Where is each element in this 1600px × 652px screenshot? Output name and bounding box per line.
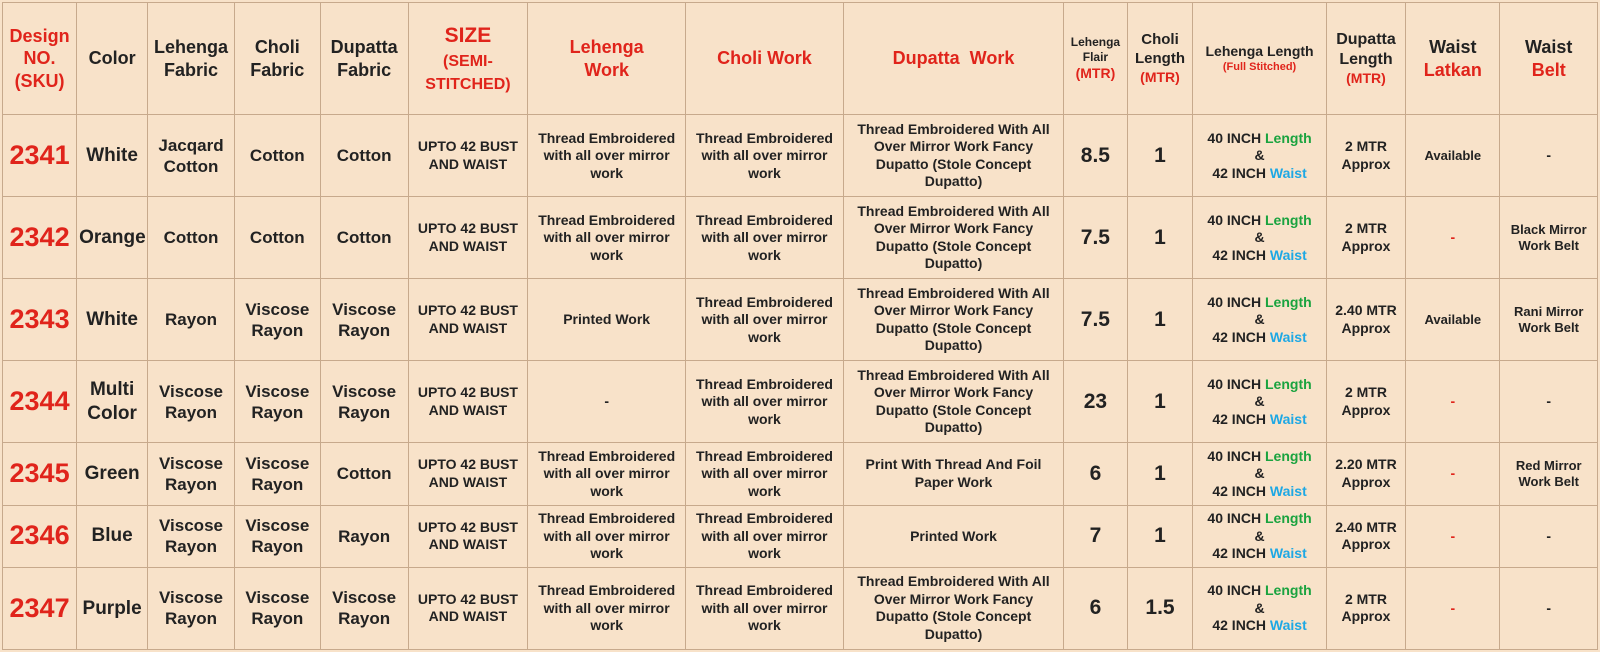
choli-work-cell: Thread Embroidered with all over mirror work bbox=[686, 443, 844, 505]
dupatta-length-cell: 2 MTR Approx bbox=[1326, 115, 1405, 197]
color-cell: Multi Color bbox=[77, 361, 148, 443]
lehenga-length-cell bbox=[1193, 443, 1326, 505]
sku-cell: 2346 bbox=[3, 505, 77, 567]
choli-length-cell: 1.5 bbox=[1127, 567, 1193, 649]
lehenga-fabric-cell: Jacqard Cotton bbox=[148, 115, 235, 197]
lehenga-flair-cell: 6 bbox=[1064, 567, 1128, 649]
choli-length-cell: 1 bbox=[1127, 443, 1193, 505]
lehenga-length-cell bbox=[1193, 197, 1326, 279]
size-cell: UPTO 42 BUST AND WAIST bbox=[408, 115, 528, 197]
size-cell: UPTO 42 BUST AND WAIST bbox=[408, 197, 528, 279]
lehenga-flair-cell: 7 bbox=[1064, 505, 1128, 567]
sku-cell: 2347 bbox=[3, 567, 77, 649]
waist-belt-cell: - bbox=[1500, 361, 1598, 443]
table-row bbox=[3, 115, 1598, 197]
waist-value: 42 INCH bbox=[1212, 246, 1267, 263]
choli-length-cell: 1 bbox=[1127, 115, 1193, 197]
dupatta-fabric-cell: Cotton bbox=[320, 197, 408, 279]
choli-fabric-cell: Viscose Rayon bbox=[234, 567, 320, 649]
waist-label: Waist bbox=[1269, 617, 1307, 634]
lehenga-length-cell bbox=[1193, 115, 1326, 197]
dupatta-work-cell: Printed Work bbox=[843, 505, 1063, 567]
waist-belt-header: Waist Belt bbox=[1500, 3, 1598, 115]
choli-work-cell: Thread Embroidered with all over mirror work bbox=[686, 361, 844, 443]
waist-latkan-cell: - bbox=[1406, 361, 1500, 443]
color-cell: Blue bbox=[77, 505, 148, 567]
lehenga-length-cell bbox=[1193, 361, 1326, 443]
choli-fabric-cell: Cotton bbox=[234, 197, 320, 279]
waist-belt-cell: Red Mirror Work Belt bbox=[1500, 443, 1598, 505]
lehenga-work-cell: Thread Embroidered with all over mirror work bbox=[528, 197, 686, 279]
lehenga-length-cell bbox=[1193, 567, 1326, 649]
lehenga-work-cell: - bbox=[528, 361, 686, 443]
dupatta-length-cell: 2 MTR Approx bbox=[1326, 567, 1405, 649]
color-cell: White bbox=[77, 115, 148, 197]
amp: & bbox=[1254, 599, 1265, 616]
dupatta-work-cell: Thread Embroidered With All Over Mirror Work Fancy Dupatto (Stole Concept Dupatto) bbox=[843, 197, 1063, 279]
color-cell: Orange bbox=[77, 197, 148, 279]
waist-label: Waist bbox=[1269, 164, 1307, 181]
lehenga-flair-cell: 7.5 bbox=[1064, 197, 1128, 279]
lehenga-flair-header: Lehenga Flair (MTR) bbox=[1064, 3, 1128, 115]
lehenga-work-cell: Thread Embroidered with all over mirror work bbox=[528, 567, 686, 649]
waist-latkan-cell: - bbox=[1406, 443, 1500, 505]
waist-value: 42 INCH bbox=[1212, 545, 1267, 562]
length-label: Length bbox=[1265, 447, 1312, 464]
amp: & bbox=[1254, 465, 1265, 482]
size-cell: UPTO 42 BUST AND WAIST bbox=[408, 505, 528, 567]
dupatta-fabric-cell: Viscose Rayon bbox=[320, 567, 408, 649]
amp: & bbox=[1254, 527, 1265, 544]
length-label: Length bbox=[1265, 129, 1312, 146]
choli-work-cell: Thread Embroidered with all over mirror work bbox=[686, 115, 844, 197]
amp: & bbox=[1254, 229, 1265, 246]
waist-label: Waist bbox=[1269, 545, 1307, 562]
length-label: Length bbox=[1265, 293, 1312, 310]
dupatta-length-cell: 2.40 MTR Approx bbox=[1326, 505, 1405, 567]
dupatta-work-cell: Print With Thread And Foil Paper Work bbox=[843, 443, 1063, 505]
lehenga-length-cell bbox=[1193, 505, 1326, 567]
choli-fabric-cell: Viscose Rayon bbox=[234, 505, 320, 567]
lehenga-length-cell bbox=[1193, 279, 1326, 361]
length-value: 40 INCH bbox=[1207, 211, 1262, 228]
lehenga-fabric-header: Lehenga Fabric bbox=[148, 3, 235, 115]
table-row bbox=[3, 567, 1598, 649]
length-value: 40 INCH bbox=[1207, 510, 1262, 527]
amp: & bbox=[1254, 393, 1265, 410]
dupatta-length-header: Dupatta Length (MTR) bbox=[1326, 3, 1405, 115]
choli-fabric-header: Choli Fabric bbox=[234, 3, 320, 115]
waist-belt-cell: Rani Mirror Work Belt bbox=[1500, 279, 1598, 361]
choli-work-cell: Thread Embroidered with all over mirror work bbox=[686, 197, 844, 279]
lehenga-work-cell: Thread Embroidered with all over mirror work bbox=[528, 115, 686, 197]
waist-label: Waist bbox=[1269, 410, 1307, 427]
choli-length-cell: 1 bbox=[1127, 279, 1193, 361]
lehenga-flair-cell: 7.5 bbox=[1064, 279, 1128, 361]
dupatta-fabric-cell: Cotton bbox=[320, 443, 408, 505]
dupatta-work-cell: Thread Embroidered With All Over Mirror Work Fancy Dupatto (Stole Concept Dupatto) bbox=[843, 361, 1063, 443]
length-value: 40 INCH bbox=[1207, 129, 1262, 146]
table-row bbox=[3, 505, 1598, 567]
lehenga-work-header: Lehenga Work bbox=[528, 3, 686, 115]
lehenga-fabric-cell: Rayon bbox=[148, 279, 235, 361]
lehenga-fabric-cell: Viscose Rayon bbox=[148, 361, 235, 443]
lehenga-work-cell: Printed Work bbox=[528, 279, 686, 361]
waist-belt-cell: - bbox=[1500, 505, 1598, 567]
size-cell: UPTO 42 BUST AND WAIST bbox=[408, 361, 528, 443]
choli-fabric-cell: Viscose Rayon bbox=[234, 443, 320, 505]
choli-length-cell: 1 bbox=[1127, 505, 1193, 567]
waist-belt-cell: - bbox=[1500, 567, 1598, 649]
dupatta-fabric-cell: Rayon bbox=[320, 505, 408, 567]
color-header: Color bbox=[77, 3, 148, 115]
waist-belt-cell: Black Mirror Work Belt bbox=[1500, 197, 1598, 279]
lehenga-work-cell: Thread Embroidered with all over mirror work bbox=[528, 505, 686, 567]
waist-latkan-cell: Available bbox=[1406, 279, 1500, 361]
choli-work-header: Choli Work bbox=[686, 3, 844, 115]
lehenga-fabric-cell: Viscose Rayon bbox=[148, 505, 235, 567]
waist-value: 42 INCH bbox=[1212, 164, 1267, 181]
choli-length-header: Choli Length (MTR) bbox=[1127, 3, 1193, 115]
sku-cell: 2343 bbox=[3, 279, 77, 361]
lehenga-flair-cell: 6 bbox=[1064, 443, 1128, 505]
color-cell: Green bbox=[77, 443, 148, 505]
dupatta-length-cell: 2 MTR Approx bbox=[1326, 361, 1405, 443]
table-row bbox=[3, 443, 1598, 505]
choli-work-cell: Thread Embroidered with all over mirror work bbox=[686, 505, 844, 567]
length-value: 40 INCH bbox=[1207, 293, 1262, 310]
waist-latkan-cell: - bbox=[1406, 567, 1500, 649]
waist-latkan-header: Waist Latkan bbox=[1406, 3, 1500, 115]
waist-label: Waist bbox=[1269, 482, 1307, 499]
lehenga-fabric-cell: Viscose Rayon bbox=[148, 443, 235, 505]
lehenga-flair-cell: 8.5 bbox=[1064, 115, 1128, 197]
sku-cell: 2345 bbox=[3, 443, 77, 505]
dupatta-fabric-cell: Viscose Rayon bbox=[320, 361, 408, 443]
dupatta-work-cell: Thread Embroidered With All Over Mirror Work Fancy Dupatto (Stole Concept Dupatto) bbox=[843, 279, 1063, 361]
product-spec-table bbox=[2, 2, 1598, 650]
table-row bbox=[3, 361, 1598, 443]
dupatta-fabric-cell: Viscose Rayon bbox=[320, 279, 408, 361]
waist-label: Waist bbox=[1269, 246, 1307, 263]
lehenga-fabric-cell: Viscose Rayon bbox=[148, 567, 235, 649]
sku-cell: 2341 bbox=[3, 115, 77, 197]
dupatta-work-cell: Thread Embroidered With All Over Mirror Work Fancy Dupatto (Stole Concept Dupatto) bbox=[843, 567, 1063, 649]
dupatta-work-header: Dupatta Work bbox=[843, 3, 1063, 115]
length-label: Length bbox=[1265, 375, 1312, 392]
length-value: 40 INCH bbox=[1207, 375, 1262, 392]
waist-value: 42 INCH bbox=[1212, 328, 1267, 345]
sku-cell: 2342 bbox=[3, 197, 77, 279]
waist-latkan-cell: - bbox=[1406, 505, 1500, 567]
lehenga-flair-cell: 23 bbox=[1064, 361, 1128, 443]
choli-fabric-cell: Viscose Rayon bbox=[234, 279, 320, 361]
waist-latkan-cell: Available bbox=[1406, 115, 1500, 197]
choli-fabric-cell: Viscose Rayon bbox=[234, 361, 320, 443]
choli-length-cell: 1 bbox=[1127, 197, 1193, 279]
sku-cell: 2344 bbox=[3, 361, 77, 443]
waist-value: 42 INCH bbox=[1212, 617, 1267, 634]
choli-length-cell: 1 bbox=[1127, 361, 1193, 443]
amp: & bbox=[1254, 311, 1265, 328]
waist-latkan-cell: - bbox=[1406, 197, 1500, 279]
dupatta-length-cell: 2.40 MTR Approx bbox=[1326, 279, 1405, 361]
length-value: 40 INCH bbox=[1207, 582, 1262, 599]
size-cell: UPTO 42 BUST AND WAIST bbox=[408, 279, 528, 361]
dupatta-fabric-header: Dupatta Fabric bbox=[320, 3, 408, 115]
length-label: Length bbox=[1265, 510, 1312, 527]
amp: & bbox=[1254, 147, 1265, 164]
lehenga-work-cell: Thread Embroidered with all over mirror work bbox=[528, 443, 686, 505]
waist-value: 42 INCH bbox=[1212, 410, 1267, 427]
waist-belt-cell: - bbox=[1500, 115, 1598, 197]
waist-label: Waist bbox=[1269, 328, 1307, 345]
size-cell: UPTO 42 BUST AND WAIST bbox=[408, 567, 528, 649]
color-cell: White bbox=[77, 279, 148, 361]
table-row bbox=[3, 197, 1598, 279]
length-label: Length bbox=[1265, 582, 1312, 599]
dupatta-length-cell: 2.20 MTR Approx bbox=[1326, 443, 1405, 505]
length-value: 40 INCH bbox=[1207, 447, 1262, 464]
size-header: SIZE (SEMI- STITCHED) bbox=[408, 3, 528, 115]
size-cell: UPTO 42 BUST AND WAIST bbox=[408, 443, 528, 505]
lehenga-length-header: Lehenga Length (Full Stitched) bbox=[1193, 3, 1326, 115]
choli-work-cell: Thread Embroidered with all over mirror work bbox=[686, 279, 844, 361]
lehenga-fabric-cell: Cotton bbox=[148, 197, 235, 279]
header-row bbox=[3, 3, 1598, 115]
dupatta-length-cell: 2 MTR Approx bbox=[1326, 197, 1405, 279]
waist-value: 42 INCH bbox=[1212, 482, 1267, 499]
choli-fabric-cell: Cotton bbox=[234, 115, 320, 197]
dupatta-fabric-cell: Cotton bbox=[320, 115, 408, 197]
design-no-header: Design NO. (SKU) bbox=[3, 3, 77, 115]
table-row bbox=[3, 279, 1598, 361]
color-cell: Purple bbox=[77, 567, 148, 649]
length-label: Length bbox=[1265, 211, 1312, 228]
choli-work-cell: Thread Embroidered with all over mirror work bbox=[686, 567, 844, 649]
dupatta-work-cell: Thread Embroidered With All Over Mirror Work Fancy Dupatto (Stole Concept Dupatto) bbox=[843, 115, 1063, 197]
